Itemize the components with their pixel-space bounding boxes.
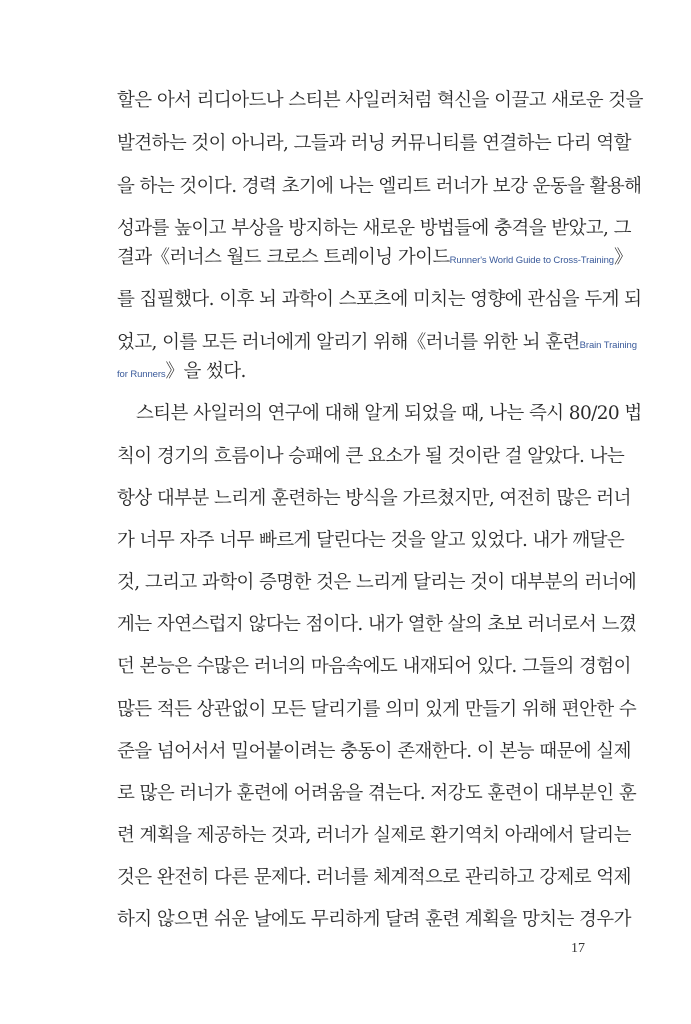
text-line: 것, 그리고 과학이 증명한 것은 느리게 달리는 것이 대부분의 러너에 (117, 572, 637, 593)
text-line: 던 본능은 수많은 러너의 마음속에도 내재되어 있다. 그들의 경험이 (117, 656, 631, 677)
text-line: 을 하는 것이다. 경력 초기에 나는 엘리트 러너가 보강 운동을 활용해 (117, 176, 642, 197)
text-line: 가 너무 자주 너무 빠르게 달린다는 것을 알고 있었다. 내가 깨달은 (117, 530, 625, 551)
text-line (117, 357, 591, 387)
text-segment: 》 (613, 247, 632, 268)
text-line: 련 계획을 제공하는 것과, 러너가 실제로 환기역치 아래에서 달리는 (117, 825, 631, 846)
text-line: 발견하는 것이 아니라, 그들과 러닝 커뮤니티를 연결하는 다리 역할 (117, 133, 631, 154)
text-line: 성과를 높이고 부상을 방지하는 새로운 방법들에 충격을 받았고, 그 (117, 218, 631, 239)
text-line: 게는 자연스럽지 않다는 점이다. 내가 열한 살의 초보 러너로서 느꼈 (117, 614, 637, 635)
text-segment: 》을 썼다. (165, 361, 246, 382)
text-line: 스티븐 사일러의 연구에 대해 알게 되었을 때, 나는 즉시 80/20 법 (136, 403, 642, 424)
text-line: 것은 완전히 다른 문제다. 러너를 체계적으로 관리하고 강제로 억제 (117, 867, 631, 888)
text-line: 를 집필했다. 이후 뇌 과학이 스포츠에 미치는 영향에 관심을 두게 되 (117, 289, 642, 310)
english-title: Runner's World Guide to Cross-Training (449, 255, 614, 266)
text-line (117, 328, 637, 358)
text-segment: 결과《러너스 월드 크로스 트레이닝 가이드 (117, 247, 450, 268)
page-number: 17 (571, 941, 585, 956)
text-segment: 었고, 이를 모든 러너에게 알리기 위해《러너를 위한 뇌 훈련 (117, 332, 580, 353)
text-line: 할은 아서 리디아드나 스티븐 사일러처럼 혁신을 이끌고 새로운 것을 (117, 90, 643, 111)
english-title: Brain Training (579, 340, 637, 351)
text-line: 많든 적든 상관없이 모든 달리기를 의미 있게 만들기 위해 편안한 수 (117, 699, 637, 720)
text-line: 로 많은 러너가 훈련에 어려움을 겪는다. 저강도 훈련이 대부분인 훈 (117, 783, 637, 804)
text-line: 준을 넘어서서 밀어붙이려는 충동이 존재한다. 이 본능 때문에 실제 (117, 741, 631, 762)
text-line: 하지 않으면 쉬운 날에도 무리하게 달려 훈련 계획을 망치는 경우가 (117, 909, 631, 930)
english-title: for Runners (117, 369, 166, 380)
text-line (117, 243, 632, 273)
text-line: 항상 대부분 느리게 훈련하는 방식을 가르쳤지만, 여전히 많은 러너 (117, 488, 631, 509)
text-line: 칙이 경기의 흐름이나 승패에 큰 요소가 될 것이란 걸 알았다. 나는 (117, 446, 625, 467)
